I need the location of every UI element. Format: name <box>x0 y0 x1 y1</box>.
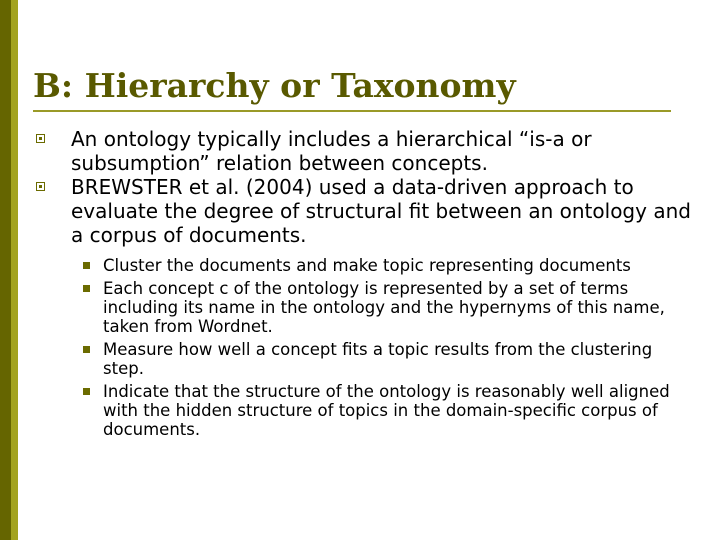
subbullet-list <box>33 256 693 439</box>
bullet-item-2 <box>33 175 693 247</box>
slide-title: B: Hierarchy or Taxonomy <box>33 66 516 105</box>
bullet-text-1: An ontology typically includes a hierarchical “is-a or subsumption” relation between concepts. <box>71 127 592 175</box>
bullet-item-1 <box>33 127 693 175</box>
left-accent-bar-light <box>11 0 18 540</box>
filled-square-bullet-icon <box>83 285 90 292</box>
subbullet-item-3 <box>33 340 693 378</box>
slide-content <box>33 127 693 443</box>
square-bullet-icon <box>36 182 45 191</box>
subbullet-item-2 <box>33 279 693 336</box>
subbullet-item-1 <box>33 256 693 275</box>
bullet-text-2: BREWSTER et al. (2004) used a data-driven approach to evaluate the degree of structural fit between an ontology and a corpus of documents. <box>71 175 691 247</box>
subbullet-text-3: Measure how well a concept fits a topic results from the clustering step. <box>103 340 653 378</box>
subbullet-item-4 <box>33 382 693 439</box>
title-underline <box>33 110 671 112</box>
subbullet-text-1: Cluster the documents and make topic representing documents <box>103 256 631 275</box>
filled-square-bullet-icon <box>83 388 90 395</box>
subbullet-text-4: Indicate that the structure of the ontology is reasonably well aligned with the hidden structure of topics in the domain-specific corpus of documents. <box>103 382 670 439</box>
filled-square-bullet-icon <box>83 346 90 353</box>
filled-square-bullet-icon <box>83 262 90 269</box>
square-bullet-icon <box>36 134 45 143</box>
left-accent-bar-dark <box>0 0 11 540</box>
subbullet-text-2: Each concept c of the ontology is represented by a set of terms including its name in the ontology and the hypernyms of this name, taken from Wordnet. <box>103 279 665 336</box>
